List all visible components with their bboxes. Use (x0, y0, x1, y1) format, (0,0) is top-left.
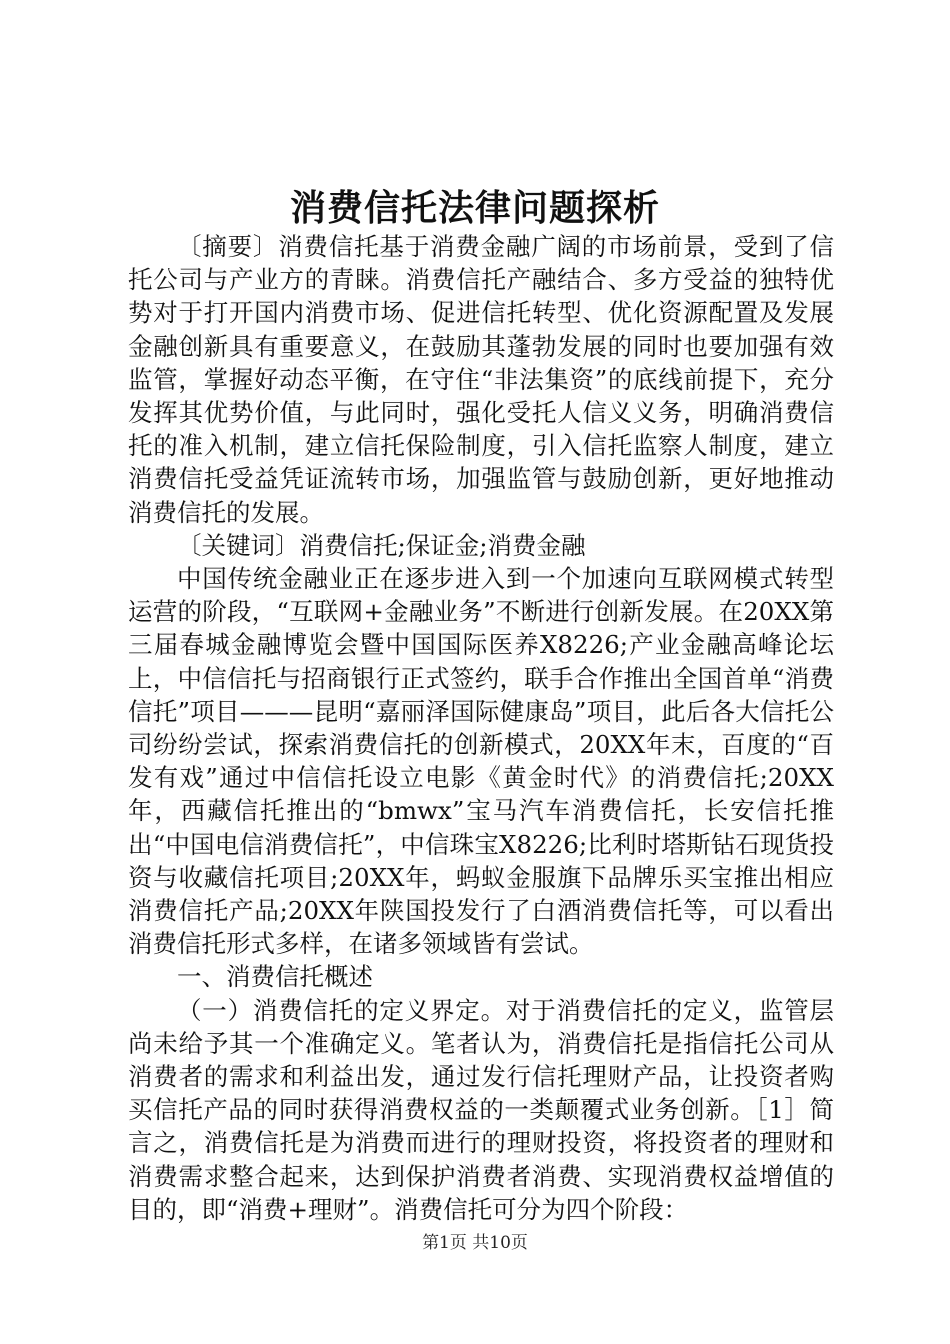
section-heading: 一、消费信托概述 (177, 962, 373, 992)
intro-paragraph: 中国传统金融业正在逐步进入到一个加速向互联网模式转型运营的阶段，“互联网+金融业务”不断进行创新发展。在20XX第三届春城金融博览会暨中国国际医养X8226;产业金融高峰论坛上，中信信托与招商银行正式签约，联手合作推出全国首单“消费信托”项目———昆明“嘉丽泽国际健康岛”项目，此后各大信托公司纷纷尝试，探索消费信托的创新模式，20XX年末，百度的“百发有戏”通过中信信托设立电影《黄金时代》的消费信托;20XX年，西藏信托推出的“bmwx”宝马汽车消费信托，长安信托推出“中国电信消费信托”，中信珠宝X8226;比利时塔斯钻石现货投资与收藏信托项目;20XX年，蚂蚁金服旗下品牌乐买宝推出相应消费信托产品;20XX年陕国投发行了白酒消费信托等，可以看出消费信托形式多样，在诸多领域皆有尝试。 (128, 564, 834, 959)
keywords-paragraph: 〔关键词〕消费信托;保证金;消费金融 (177, 530, 586, 560)
page-footer: 第1页 共10页 (422, 1233, 528, 1253)
document-body (128, 230, 834, 1226)
abstract-paragraph: 〔摘要〕消费信托基于消费金融广阔的市场前景，受到了信托公司与产业方的青睐。消费信托产融结合、多方受益的独特优势对于打开国内消费市场、促进信托转型、优化资源配置及发展金融创新具有重要意义，在鼓励其蓬勃发展的同时也要加强有效监管，掌握好动态平衡，在守住“非法集资”的底线前提下，充分发挥其优势价值，与此同时，强化受托人信义义务，明确消费信托的准入机制，建立信托保险制度，引入信托监察人制度，建立消费信托受益凭证流转市场，加强监管与鼓励创新，更好地推动消费信托的发展。 (128, 232, 834, 527)
document-title: 消费信托法律问题探析 (289, 187, 660, 229)
definition-paragraph: （一）消费信托的定义界定。对于消费信托的定义，监管层尚未给予其一个准确定义。笔者认为，消费信托是指信托公司从消费者的需求和利益出发，通过发行信托理财产品，让投资者购买信托产品的同时获得消费权益的一类颠覆式业务创新。［1］简言之，消费信托是为消费而进行的理财投资，将投资者的理财和消费需求整合起来，达到保护消费者消费、实现消费权益增值的目的，即“消费+理财”。消费信托可分为四个阶段： (128, 995, 834, 1224)
